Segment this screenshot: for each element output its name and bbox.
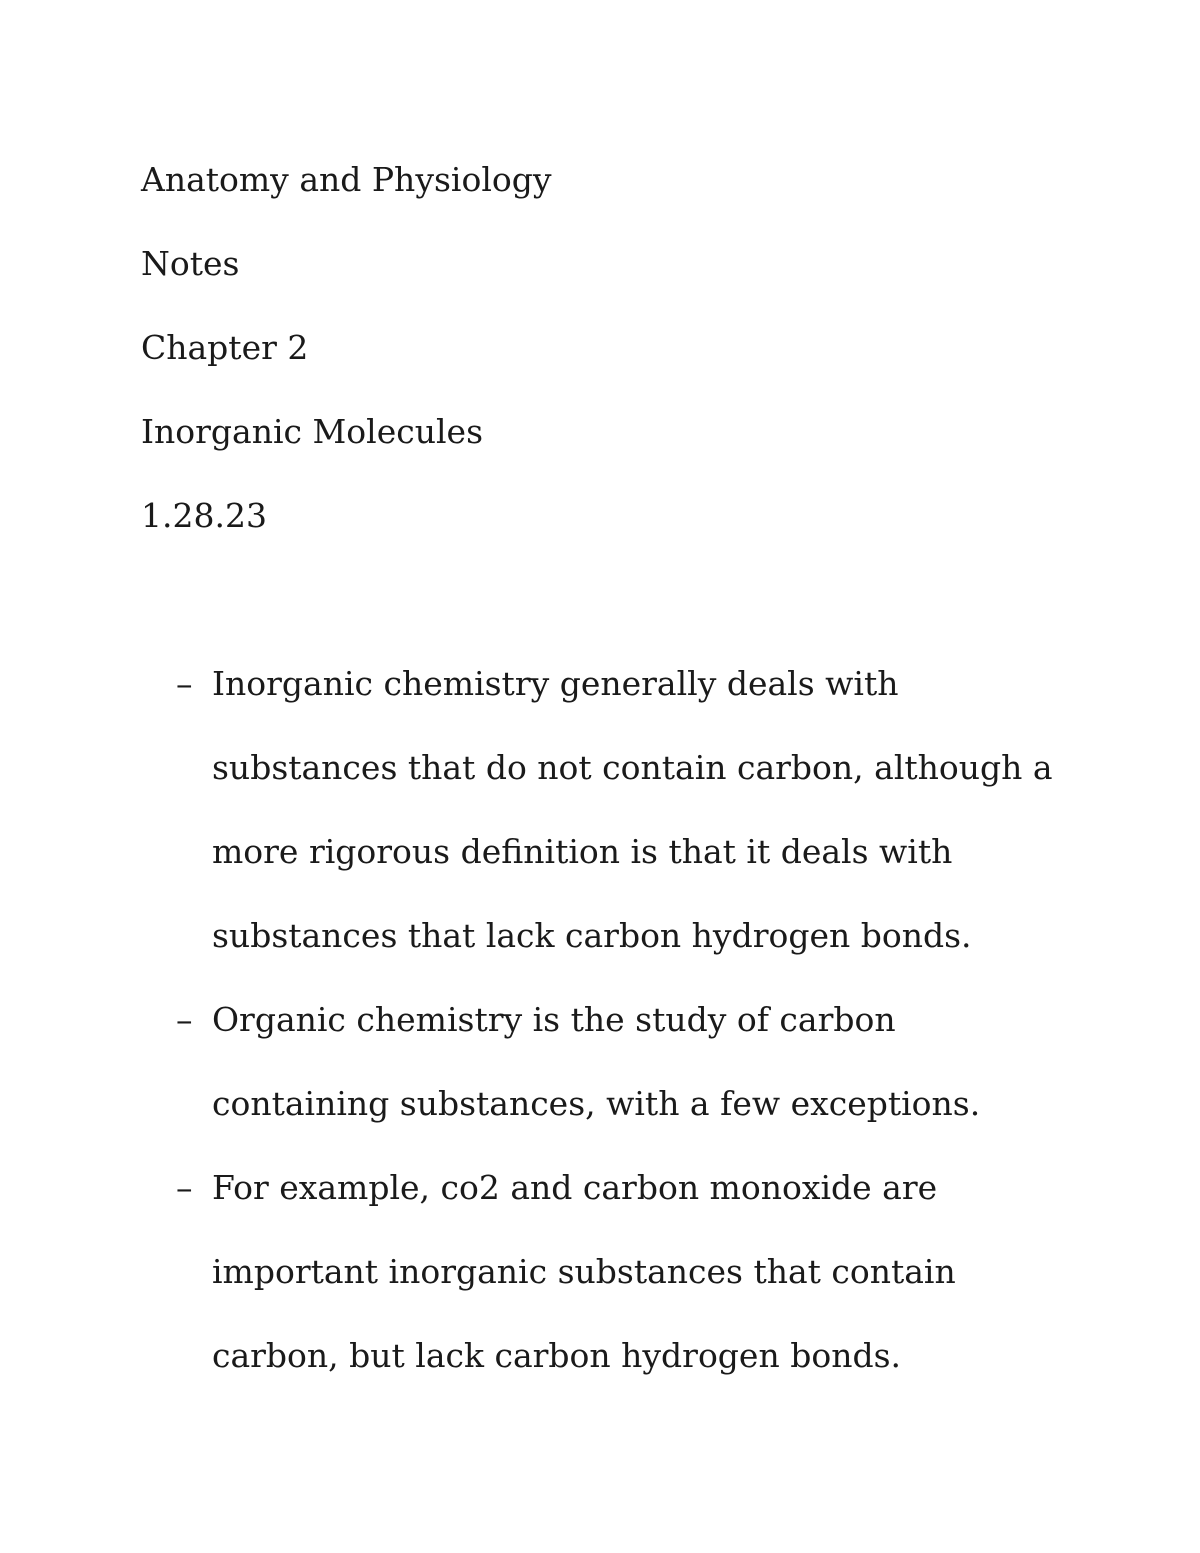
bullet-text: Organic chemistry is the study of carbon containing substances, with a few exceptions.	[212, 1000, 981, 1123]
dash-marker: –	[176, 1000, 193, 1039]
topic-title: Inorganic Molecules	[141, 412, 484, 451]
bullet-text: Inorganic chemistry generally deals with substances that do not contain carbon, although a more rigorous definition is that it deals with substances that lack carbon hydrogen bonds.	[212, 664, 1053, 955]
list-item	[176, 1146, 1056, 1398]
document-type: Notes	[141, 244, 240, 283]
bullet-text: For example, co2 and carbon monoxide are important inorganic substances that contain carbon, but lack carbon hydrogen bonds.	[212, 1168, 956, 1375]
notes-header	[141, 138, 552, 558]
list-item	[176, 642, 1056, 978]
dash-marker: –	[176, 1168, 193, 1207]
notes-date: 1.28.23	[141, 496, 267, 535]
chapter-label: Chapter 2	[141, 328, 309, 367]
course-title: Anatomy and Physiology	[141, 160, 552, 199]
dash-marker: –	[176, 664, 193, 703]
notes-bullet-list	[176, 642, 1056, 1398]
list-item	[176, 978, 1056, 1146]
